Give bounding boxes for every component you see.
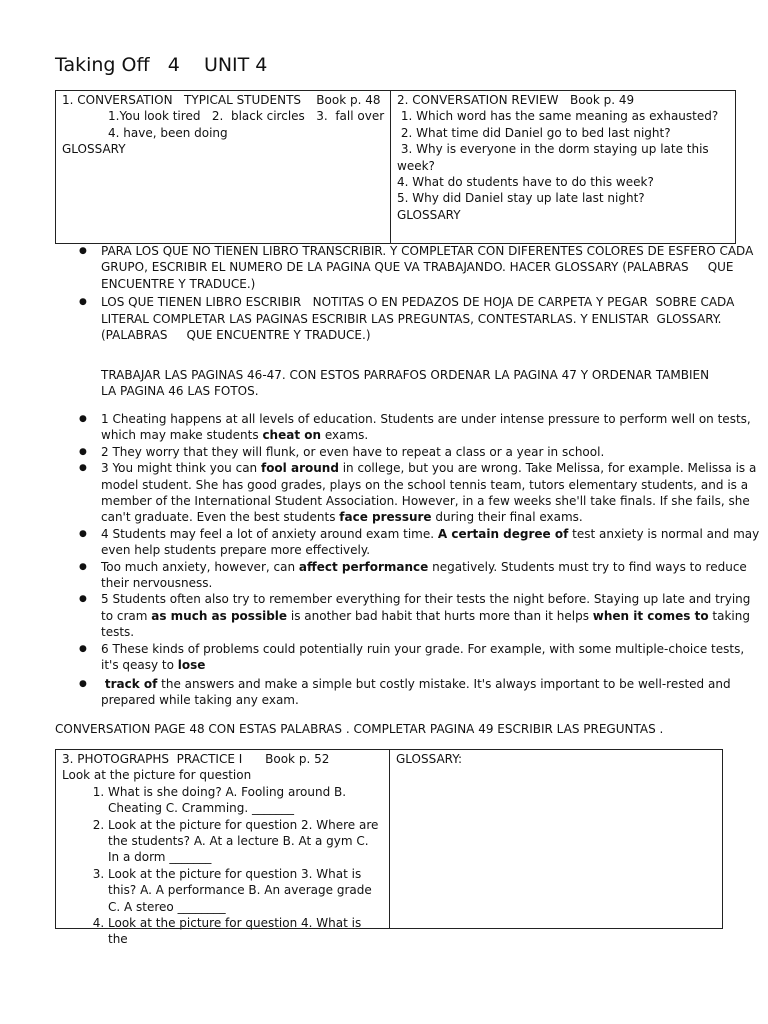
conversation-answers-line2: 4. have, been doing (108, 125, 228, 140)
conversation-cell (56, 91, 391, 244)
paragraph-item (101, 641, 761, 674)
instruction-item: ● LOS QUE TIENEN LIBRO ESCRIBIR NOTITAS O EN PEDAZOS DE HOJA DE CARPETA Y PEGAR SOBRE CADA LITERAL COMPLETAR LAS PAGINAS ESCRIBIR LAS PREGUNTAS, CONTESTARLAS. Y ENLISTAR GLOSSARY. (PALABRAS QUE ENCUENTRE Y TRADUCE.) (101, 294, 761, 343)
paragraph-text: in college, but you are wrong. Take Melissa, for example. Melissa is a model student. She has good grades, plays on the school tennis team, tutors elementary students, and is a member of the International Student Association. However, in a few weeks she'll take finals. If she fails, she can't graduate. Even the best students (101, 461, 757, 525)
glossary-label: GLOSSARY (62, 142, 126, 157)
paragraph-item (101, 444, 761, 460)
paragraph-item (101, 460, 761, 526)
photographs-heading: 3. PHOTOGRAPHS PRACTICE I Book p. 52 (62, 752, 330, 766)
paragraph-text: negatively. Students must try to find ways to reduce their nervousness. (101, 559, 747, 591)
paragraph-keyword: track of (104, 676, 158, 691)
paragraph-text: 3 You might think you can (101, 461, 261, 476)
instruction-item: ● PARA LOS QUE NO TIENEN LIBRO TRANSCRIBIR. Y COMPLETAR CON DIFERENTES COLORES DE ESFERO CADA GRUPO, ESCRIBIR EL NUMERO DE LA PAGINA QUE VA TRABAJANDO. HACER GLOSSARY (PALABRAS QUE ENCUENTRE Y TRADUCE.) (101, 243, 761, 292)
photographs-intro: Look at the picture for question (62, 768, 252, 783)
conversation-review-cell (391, 91, 736, 244)
review-question: 3. Why is everyone in the dorm staying up late this week? (397, 142, 713, 173)
paragraphs-list (70, 411, 761, 708)
conversation-instruction: CONVERSATION PAGE 48 CON ESTAS PALABRAS . COMPLETAR PAGINA 49 ESCRIBIR LAS PREGUNTAS . (55, 722, 664, 736)
paragraph-keyword: affect performance (298, 559, 429, 574)
paragraph-text: exams. (321, 428, 369, 443)
conversation-table (55, 90, 736, 244)
paragraph-keyword: when it comes to (592, 608, 709, 623)
paragraph-keyword: lose (177, 658, 206, 673)
paragraph-text: 5 Students often also try to remember everything for their tests the night before. Staying up late and trying to cram (101, 592, 751, 623)
paragraph-text: Too much anxiety, however, can (101, 559, 299, 574)
paragraph-text: 2 They worry that they will flunk, or even have to repeat a class or a year in school. (101, 444, 605, 459)
conversation-heading: 1. CONVERSATION TYPICAL STUDENTS Book p. 48 (62, 93, 381, 107)
glossary-label: GLOSSARY (397, 207, 461, 222)
paragraph-keyword: cheat on (262, 428, 322, 443)
review-question: 5. Why did Daniel stay up late last night? (397, 191, 645, 206)
instructions-list (70, 243, 761, 344)
conversation-review-heading: 2. CONVERSATION REVIEW Book p. 49 (397, 93, 635, 107)
review-question: 1. Which word has the same meaning as exhausted? (397, 109, 719, 124)
paragraph-text: 1 Cheating happens at all levels of education. Students are under intense pressure to perform well on tests, which may make students (101, 412, 751, 443)
photo-question: 3. Look at the picture for question 3. What is this? A. A performance B. An average grade C. A stereo ________ (108, 866, 383, 915)
paragraph-item (101, 411, 761, 444)
paragraph-text: 4 Students may feel a lot of anxiety around exam time. (101, 526, 438, 541)
paragraph-text: taking tests. (101, 608, 750, 640)
paragraph-keyword: fool around (260, 461, 339, 476)
photographs-table (55, 749, 723, 947)
paragraph-text: 6 These kinds of problems could potentially ruin your grade. For example, with some multiple-choice tests, it's qeasy to (101, 641, 745, 673)
paragraph-item (101, 559, 761, 592)
review-question: 2. What time did Daniel go to bed last night? (397, 125, 671, 140)
paragraph-item (101, 676, 761, 709)
paragraph-text: the answers and make a simple but costly mistake. It's always important to be well-rested and prepared while taking any exam. (101, 676, 731, 707)
paragraph-text: is another bad habit that hurts more than it helps (287, 608, 593, 623)
paragraph-text: test anxiety is normal and may even help students prepare more effectively. (101, 526, 760, 558)
paragraph-item (101, 591, 761, 640)
paragraph-keyword: face pressure (339, 510, 432, 525)
page-title: Taking Off 4 UNIT 4 (55, 54, 268, 76)
photographs-cell (56, 750, 390, 947)
paragraph-text: during their final exams. (431, 510, 583, 525)
photo-question: 4. Look at the picture for question 4. What is the (108, 915, 383, 948)
conversation-answers-line1: 1.You look tired 2. black circles 3. fall over (108, 109, 385, 124)
glossary-label: GLOSSARY: (396, 752, 463, 766)
photographs-glossary-cell (390, 750, 723, 929)
photo-question: 1. What is she doing? A. Fooling around B. Cheating C. Cramming. _______ (108, 784, 383, 817)
review-question: 4. What do students have to do this week? (397, 175, 654, 190)
paragraph-item (101, 526, 761, 559)
instruction-note: TRABAJAR LAS PAGINAS 46-47. CON ESTOS PARRAFOS ORDENAR LA PAGINA 47 Y ORDENAR TAMBIEN LA PAGINA 46 LAS FOTOS. (101, 368, 710, 399)
photo-question: 2. Look at the picture for question 2. Where are the students? A. At a lecture B. At a gym C. In a dorm _______ (108, 817, 383, 866)
paragraph-keyword: A certain degree of (437, 526, 569, 541)
photo-questions-list (62, 784, 383, 948)
paragraph-keyword: as much as possible (151, 608, 288, 623)
